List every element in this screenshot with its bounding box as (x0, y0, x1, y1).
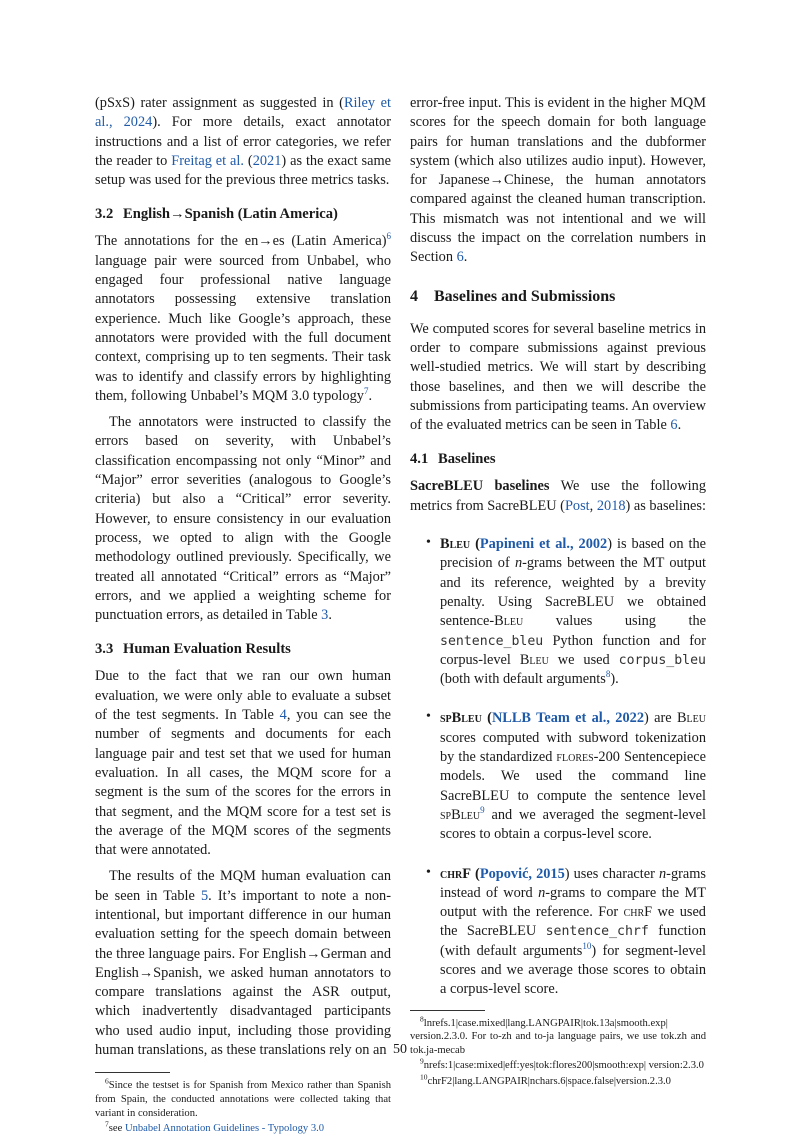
table-ref-6[interactable]: 6 (670, 417, 678, 434)
footnote-7: $^7$see Unbabel Annotation Guidelines - Typology 3.0 (105, 1119, 325, 1135)
paragraph-continued: error-free input. This is evident in the higher MQM scores for the speech domain for both language pairs for human translations and the dubformer system (which also utilizes audio input). However, for Japanese→Chinese, the human annotators compared against the cleaned human transcription. This mismatch was not intentional and we will discuss the impact on the correlation numbers in Section 6. (410, 95, 706, 266)
paragraph-intro: (pSxS) rater assignment as suggested in (Riley et al., 2024). For more details, exact annotator instructions and a list of error categories, we refer the reader to Freitag et al. (2021) as the exact same setup was used for the previous three metrics tasks. (95, 95, 392, 189)
code-sentence-bleu: sentence_bleu (440, 633, 544, 649)
page-number: 50 (393, 1042, 407, 1057)
bullet-chrf: • chrF (Popović, 2015) uses character n-grams instead of word n-grams to compare the MT output with the reference. For chrF we used the SacreBLEU sentence_chrf function (with default arguments$^{10}$) for segment-level scores and we average those scores to obtain a corpus-level score. (426, 864, 707, 998)
footnote-8: $^8$lnrefs.1|case.mixed|lang.LANGPAIR|tok.13a|smooth.exp| version.2.3.0. For to-zh and to-ja language pairs, we use tok.zh and tok.ja-mecab (410, 1014, 706, 1056)
right-column (410, 94, 706, 1089)
citation-nllb[interactable]: NLLB Team et al., 2022 (491, 710, 644, 727)
table-ref-4[interactable]: 4 (279, 707, 287, 724)
citation-post[interactable]: Post (564, 497, 590, 514)
section-ref-6[interactable]: 6 (456, 249, 464, 266)
sacrebleu-baselines-heading: SacreBLEU baselines (410, 478, 550, 495)
footnote-ref-7[interactable]: 7 (363, 386, 369, 397)
bullet-bleu: • Bleu (Papineni et al., 2002) is based on the precision of n-grams between the MT output and its reference, weighted by a brevity penalty. Using SacreBLEU we obtained sentence-Bleu values using the sentence_bleu Python function and for corpus-level Bleu we used corpus_bleu (both with default arguments$^8$). (426, 535, 707, 688)
citation-riley[interactable]: Riley et al., 2024 (95, 95, 391, 131)
footnote-ref-10[interactable]: 10 (582, 940, 592, 951)
citation-popovic[interactable]: Popović, 2015 (479, 865, 565, 882)
table-ref-5[interactable]: 5 (201, 887, 209, 904)
footnote-10: $^{10}$chrF2|lang.LANGPAIR|nchars.6|space.false|version.2.3.0 (420, 1072, 671, 1087)
footnote-divider (95, 1072, 170, 1073)
footnote-ref-8[interactable]: 8 (605, 669, 611, 680)
code-sentence-chrf: sentence_chrf (545, 924, 649, 940)
paragraph-4-1: SacreBLEU baselines We use the following metrics from SacreBLEU (Post, 2018) as baselines: (410, 478, 706, 514)
footnote-6: $^6$Since the testset is for Spanish from Mexico rather than Spanish from Spain, the conducted annotations were collected taking that variant in consideration. (95, 1076, 391, 1119)
paragraph-4: We computed scores for several baseline metrics in order to compare submissions against previous well-studied metrics. We will start by describing those baselines, and then we will describe the submissions from participating teams. An overview of the evaluated metrics can be seen in Table 6. (410, 320, 706, 434)
section-heading-3-3: 3.3 Human Evaluation Results (95, 641, 291, 658)
unbabel-guidelines-link[interactable]: Unbabel Annotation Guidelines - Typology 3.0 (124, 1123, 325, 1135)
footnote-9: $^9$nrefs:1|case:mixed|eff:yes|tok:flores200|smooth:exp| version:2.3.0 (420, 1056, 704, 1072)
section-heading-3-2: 3.2 English→Spanish (Latin America) (95, 206, 338, 223)
section-heading-4: 4 Baselines and Submissions (410, 287, 616, 305)
code-corpus-bleu: corpus_bleu (618, 652, 706, 668)
table-ref-3[interactable]: 3 (321, 607, 329, 624)
paragraph-3-2-a: The annotations for the en→es (Latin America)$^6$ language pair were sourced from Unbabel, who engaged four professional native language annotators possessing extensive translation experience. Much like Google’s approach, these annotators were provided with the full document context, comprising up to ten segments. Their task was to identify and classify errors by highlighting them, following Unbabel’s MQM 3.0 typology$^7$. (95, 231, 391, 404)
bullet-spbleu: • spBleu (NLLB Team et al., 2022) are Bleu scores computed with subword tokenization by the standardized flores-200 Sentencepiece models. We used the command line SacreBLEU to compute the sentence level spBleu$^9$ and we averaged the segment-level scores to obtain a corpus-level score. (426, 709, 706, 843)
metric-name-bleu: Bleu (440, 536, 471, 553)
bullet-dot: • (426, 535, 431, 551)
footnote-ref-9[interactable]: 9 (480, 805, 485, 816)
paragraph-3-3-a: Due to the fact that we ran our own human evaluation, we were only able to evaluate a subset of the test segments. In Table 4, you can see the number of segments and documents for each language pair and test set that we used for human evaluation. In all cases, the MQM score for a segment is the sum of the scores for the errors in that segment, and the MQM score for a test set is the average of the MQM scores of the segments that were annotated. (95, 668, 391, 859)
citation-post-year[interactable]: 2018 (596, 497, 626, 514)
bullet-dot: • (426, 709, 431, 725)
left-column (95, 94, 391, 1136)
section-heading-4-1: 4.1 Baselines (410, 451, 496, 468)
footnote-divider (410, 1010, 485, 1011)
metric-name-chrf: chrF (440, 865, 471, 882)
bullet-dot: • (426, 864, 431, 880)
citation-papineni[interactable]: Papineni et al., 2002 (479, 536, 608, 553)
citation-freitag-year[interactable]: 2021 (252, 152, 282, 169)
paragraph-3-3-b: The results of the MQM human evaluation can be seen in Table 5. It’s important to note a non-intentional, but important difference in our human evaluation setting for the speech domain between the three language pairs. For English→German and English→Spanish, we asked human annotators to compare translations against the ASR output, which inadvertently disadvantaged participants who used audio input, including those providing human translations, as these translations rely on an (95, 868, 391, 1059)
paragraph-3-2-b: The annotators were instructed to classify the errors based on severity, with Unbabel’s classification encompassing not only “Minor” and “Major” error severities (analogous to Google’s criteria) but also a “Critical” error severity. However, to ensure consistency in our evaluation process, we opted to align with the Google methodology outlined previously. Specifically, we treated all annotated “Critical” errors as “Major” errors, and we applied a weighting scheme for punctuation errors, as detailed in Table 3. (95, 414, 391, 624)
footnote-ref-6[interactable]: 6 (386, 231, 391, 242)
citation-freitag[interactable]: Freitag et al. (171, 152, 244, 169)
metric-name-spbleu: spBleu (440, 710, 482, 727)
